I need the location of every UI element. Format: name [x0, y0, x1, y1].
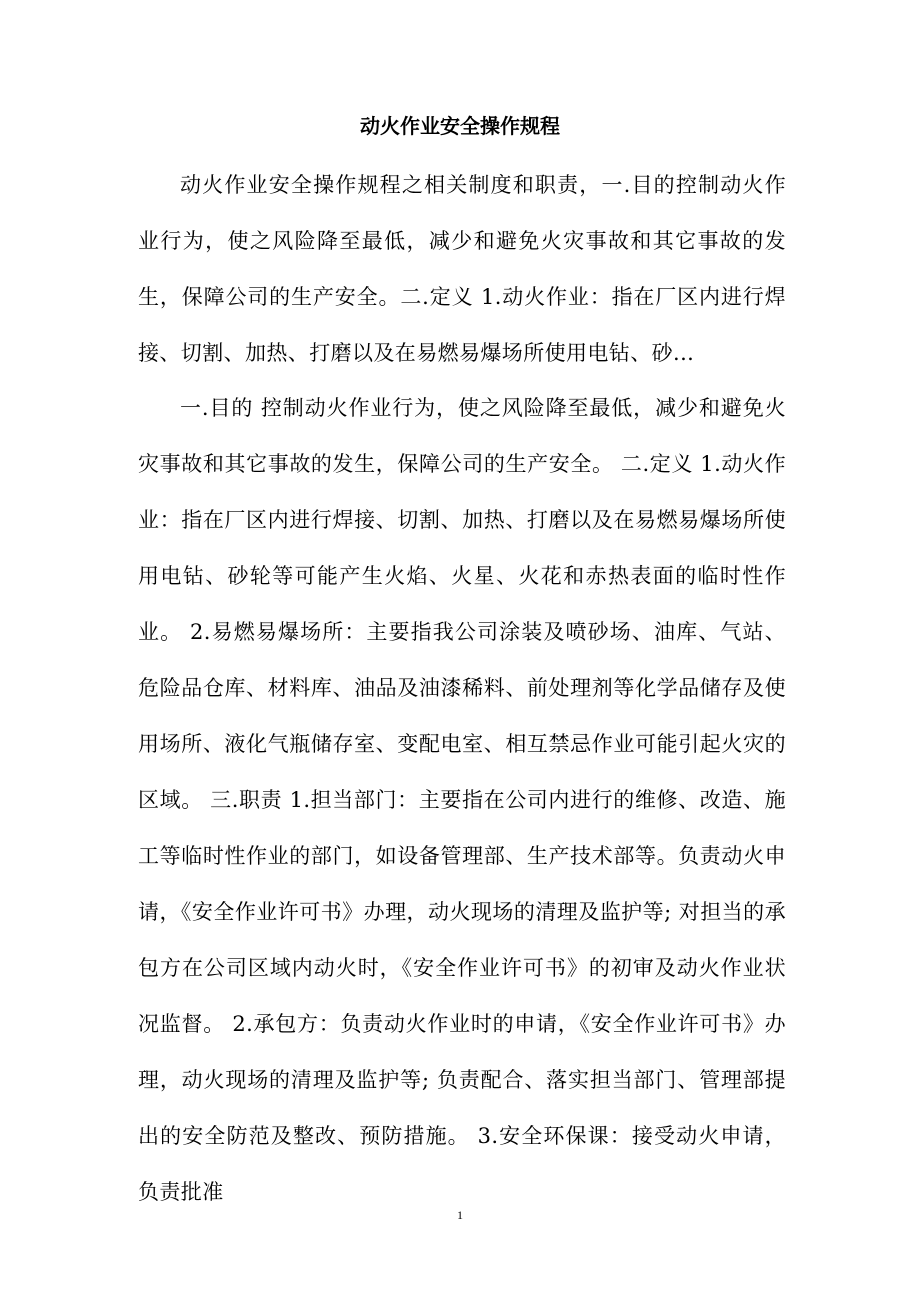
- page-number: 1: [457, 1208, 463, 1222]
- paragraph-text: 动火作业安全操作规程之相关制度和职责，一.目的控制动火作业行为，使之风险降至最低，减少和避免火灾事故和其它事故的发生，保障公司的生产安全。二.定义 1.动火作业：指在厂区内进行焊接、切割、加热、打磨以及在易燃易爆场所使用电钻、砂...: [138, 173, 786, 365]
- paragraph-main: [138, 380, 786, 1220]
- paragraph-intro: [138, 157, 786, 381]
- paragraph-text: 一.目的 控制动火作业行为，使之风险降至最低，减少和避免火灾事故和其它事故的发生，保障公司的生产安全。 二.定义 1.动火作业：指在厂区内进行焊接、切割、加热、打磨以及在易燃易爆场所使用电钻、砂轮等可能产生火焰、火星、火花和赤热表面的临时性作业。 2.易燃易爆场所：主要指我公司涂装及喷砂场、油库、气站、危险品仓库、材料库、油品及油漆稀料、前处理剂等化学品储存及使用场所、液化气瓶储存室、变配电室、相互禁忌作业可能引起火灾的区域。 三.职责 1.担当部门：主要指在公司内进行的维修、改造、施工等临时性作业的部门，如设备管理部、生产技术部等。负责动火申请，《安全作业许可书》办理，动火现场的清理及监护等; 对担当的承包方在公司区域内动火时，《安全作业许可书》的初审及动火作业状况监督。 2.承包方：负责动火作业时的申请，《安全作业许可书》办理，动火现场的清理及监护等; 负责配合、落实担当部门、管理部提出的安全防范及整改、预防措施。 3.安全环保课：接受动火申请，负责批准: [138, 396, 786, 1204]
- document-title: 动火作业安全操作规程: [360, 114, 560, 138]
